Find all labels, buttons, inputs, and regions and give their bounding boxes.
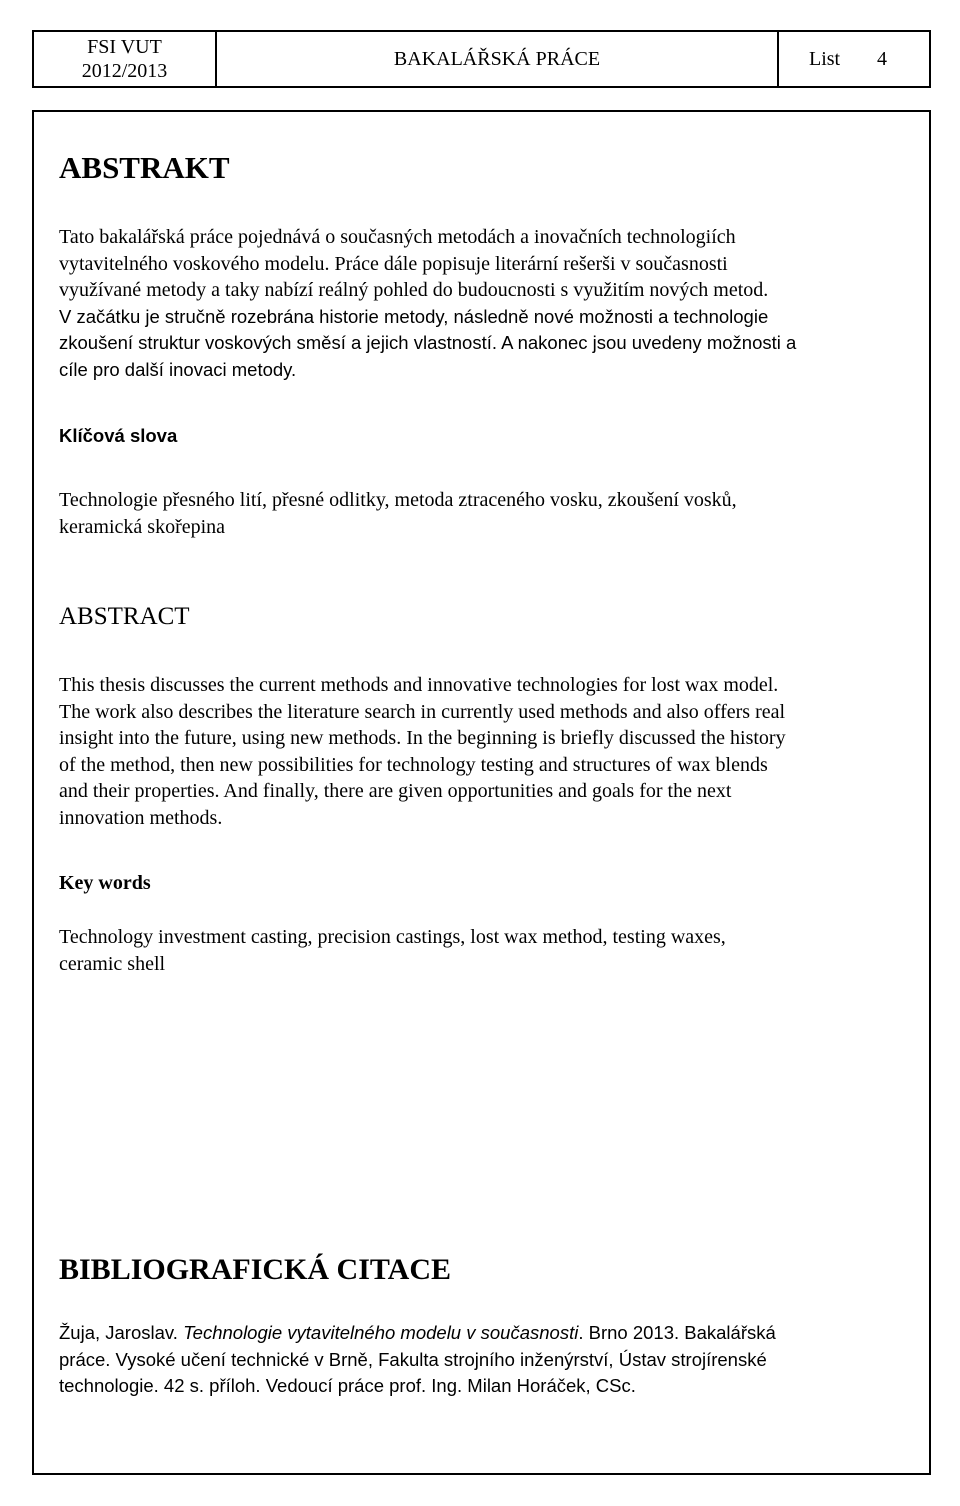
abstrakt-line: využívané metody a taky nabízí reálný pohled do budoucnosti s využitím nových metod. xyxy=(59,279,769,301)
abstrakt-line: cíle pro další inovaci metody. xyxy=(59,358,297,380)
citation-author: Žuja, Jaroslav. xyxy=(59,1322,184,1343)
abstrakt-paragraph xyxy=(59,224,909,383)
abstract-line: of the method, then new possibilities for technology testing and structures of wax blends xyxy=(59,753,768,776)
header-page-label: List xyxy=(809,47,841,70)
abstract-line: The work also describes the literature search in currently used methods and also offers real xyxy=(59,700,786,723)
klicova-slova-heading: Klíčová slova xyxy=(59,425,178,446)
header-page-number: 4 xyxy=(877,47,887,70)
abstract-heading: ABSTRACT xyxy=(59,603,190,630)
abstrakt-line: Tato bakalářská práce pojednává o současných metodách a inovačních technologiích xyxy=(59,226,736,248)
key-words-heading: Key words xyxy=(59,872,151,894)
citation-heading: BIBLIOGRAFICKÁ CITACE xyxy=(59,1253,452,1286)
keywords-line: keramická skořepina xyxy=(59,515,226,538)
abstract-line: This thesis discusses the current methods and innovative technologies for lost wax model. xyxy=(59,674,779,696)
page-header xyxy=(32,30,931,88)
citation-title: Technologie vytavitelného modelu v současnosti xyxy=(183,1322,579,1343)
abstrakt-line: zkoušení struktur voskových směsí a jejich vlastností. A nakonec jsou uvedeny možnosti a xyxy=(59,332,797,353)
key-words-text xyxy=(59,924,909,977)
header-institution: FSI VUT xyxy=(87,36,162,58)
citation-line-2: práce. Vysoké učení technické v Brně, Fakulta strojního inženýrství, Ústav strojírenské xyxy=(59,1348,767,1370)
key-words-line: Technology investment casting, precision castings, lost wax method, testing waxes, xyxy=(59,926,726,948)
header-year: 2012/2013 xyxy=(81,60,168,82)
citation-after-title: . Brno 2013. Bakalářská xyxy=(578,1322,776,1343)
abstrakt-line: V začátku je stručně rozebrána historie metody, následně nové možnosti a technologie xyxy=(59,305,769,327)
key-words-line: ceramic shell xyxy=(59,952,166,975)
abstract-paragraph xyxy=(59,672,909,831)
abstract-line: innovation methods. xyxy=(59,806,223,829)
header-doc-type: BAKALÁŘSKÁ PRÁCE xyxy=(393,47,601,70)
header-institution-cell xyxy=(34,32,217,86)
citation-line-3: technologie. 42 s. příloh. Vedoucí práce prof. Ing. Milan Horáček, CSc. xyxy=(59,1375,636,1396)
abstract-line: insight into the future, using new methods. In the beginning is briefly discussed the history xyxy=(59,727,786,749)
header-doc-type-cell xyxy=(217,32,779,86)
header-page-cell xyxy=(779,32,929,86)
citation-text xyxy=(59,1320,909,1400)
abstrakt-line: vytavitelného voskového modelu. Práce dále popisuje literární rešerši v současnosti xyxy=(59,252,728,275)
keywords-line: Technologie přesného lití, přesné odlitky, metoda ztraceného vosku, zkoušení vosků, xyxy=(59,489,737,511)
klicova-slova-text xyxy=(59,487,909,540)
citation-line-1 xyxy=(59,1320,909,1347)
abstrakt-heading: ABSTRAKT xyxy=(59,150,230,185)
abstract-line: and their properties. And finally, there are given opportunities and goals for the next xyxy=(59,780,732,802)
